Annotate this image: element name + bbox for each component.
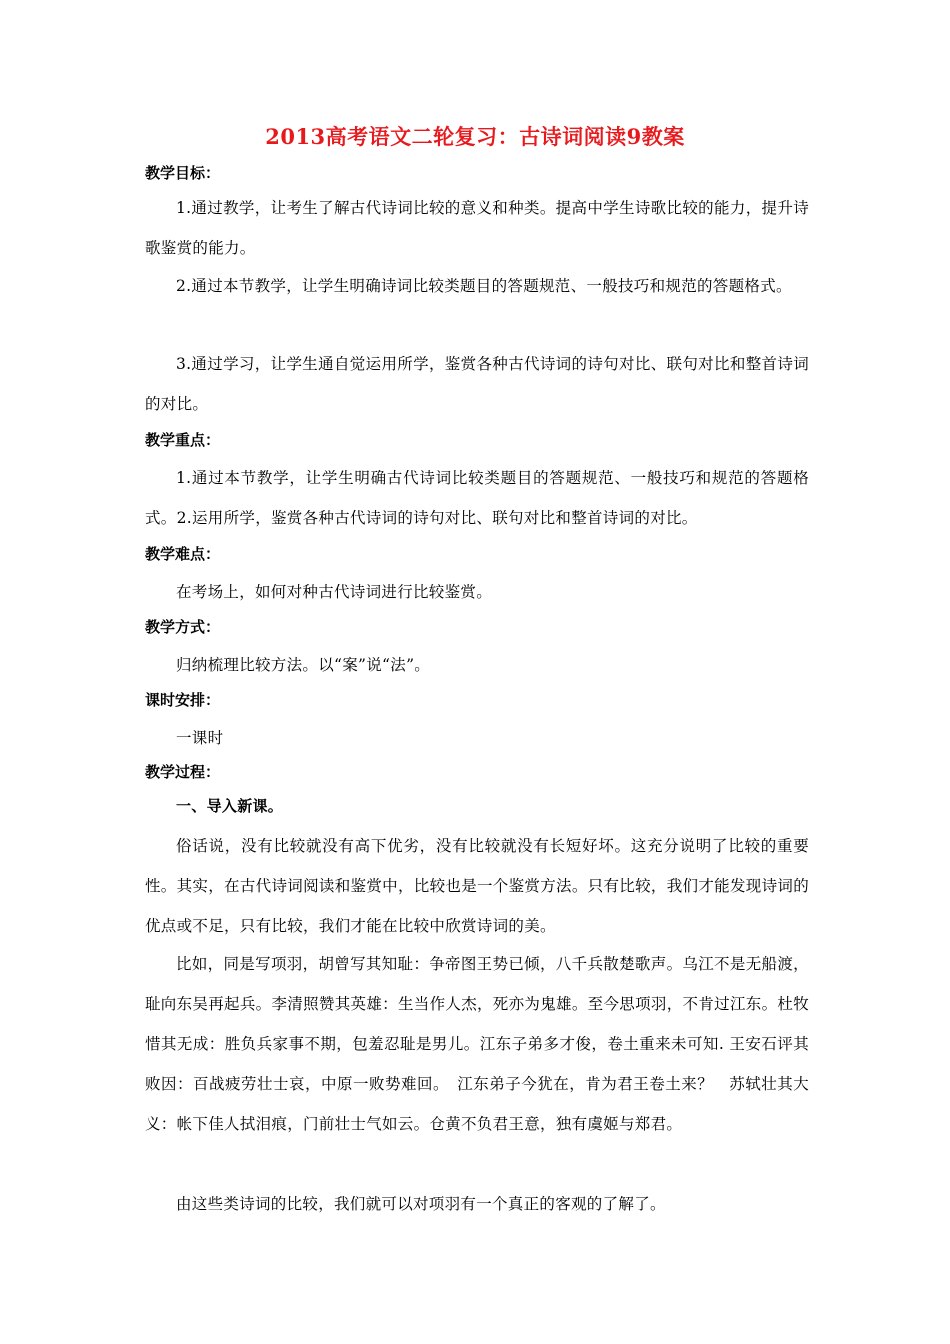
method-heading: 教学方式：: [145, 618, 221, 636]
key-points-text: 1.通过本节教学，让学生明确古代诗词比较类题目的答题规范、一般技巧和规范的答题格式。2.运用所学，鉴赏各种古代诗词的诗句对比、联句对比和整首诗词的对比。: [145, 469, 809, 527]
objective-2: 2.通过本节教学，让学生明确诗词比较类题目的答题规范、一般技巧和规范的答题格式。: [176, 277, 792, 295]
objectives-heading: 教学目标：: [145, 164, 221, 182]
process-heading: 教学过程：: [145, 763, 221, 781]
objective-3: 3.通过学习，让学生通自觉运用所学，鉴赏各种古代诗词的诗句对比、联句对比和整首诗词的对比。: [145, 355, 809, 413]
difficulty-heading: 教学难点：: [145, 545, 221, 563]
difficulty-text: 在考场上，如何对种古代诗词进行比较鉴赏。: [176, 583, 493, 601]
key-points-heading: 教学重点：: [145, 431, 221, 449]
step1-paragraph-2: 比如，同是写项羽，胡曾写其知耻：争帝图王势已倾，八千兵散楚歌声。乌江不是无船渡，耻向东吴再起兵。李清照赞其英雄：生当作人杰，死亦为鬼雄。至今思项羽，不肯过江东。杜牧惜其无成：胜负兵家事不期，包羞忍耻是男儿。江东子弟多才俊，卷土重来未可知. 王安石评其败因：百战疲劳壮士哀，中原一败势难回。 江东弟子今犹在，肯为君王卷土来？ 苏轼壮其大义：帐下佳人拭泪痕，门前壮士气如云。仓黄不负君王意，独有虞姬与郑君。: [145, 955, 809, 1133]
step1-heading: 一、导入新课。: [176, 797, 284, 815]
objective-1: 1.通过教学，让考生了解古代诗词比较的意义和种类。提高中学生诗歌比较的能力，提升诗歌鉴赏的能力。: [145, 199, 809, 257]
step1-paragraph-3: 由这些类诗词的比较，我们就可以对项羽有一个真正的客观的了解了。: [176, 1195, 666, 1213]
step1-paragraph-1: 俗话说，没有比较就没有高下优劣，没有比较就没有长短好坏。这充分说明了比较的重要性。其实，在古代诗词阅读和鉴赏中，比较也是一个鉴赏方法。只有比较，我们才能发现诗词的优点或不足，只有比较，我们才能在比较中欣赏诗词的美。: [145, 837, 809, 935]
schedule-text: 一课时: [176, 729, 224, 747]
schedule-heading: 课时安排：: [145, 691, 221, 709]
method-text: 归纳梳理比较方法。以“案”说“法”。: [176, 656, 431, 674]
document-title: 2013高考语文二轮复习：古诗词阅读9教案: [265, 124, 685, 149]
